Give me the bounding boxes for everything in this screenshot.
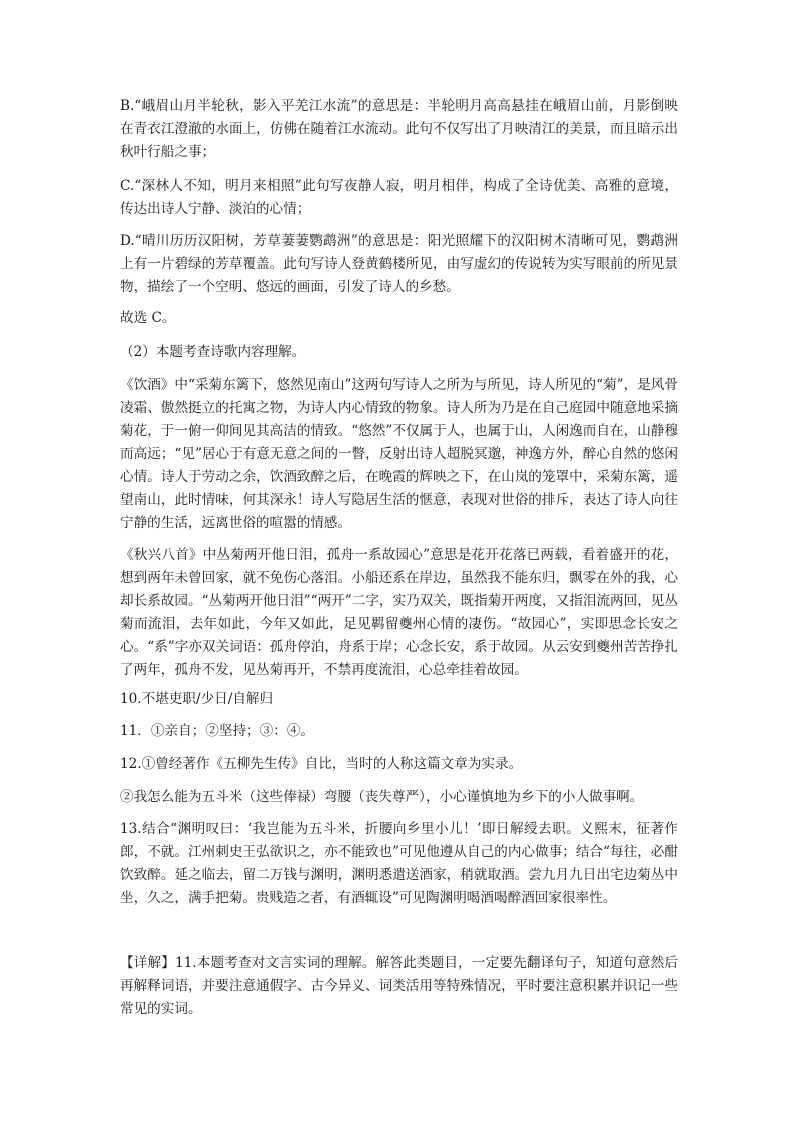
paragraph-explanation-11: 【详解】11.本题考查对文言实词的理解。解答此类题目，一定要先翻译句子，知道句意然后再解释词语，并要注意通假字、古今异义、词类活用等特殊情况，平时要注意积累并识记一些常见的实词。 [120,955,678,1017]
paragraph-answer-c: 故选 C。 [120,310,176,326]
paragraph-q2-intro: （2）本题考查诗歌内容理解。 [120,344,306,360]
paragraph-option-c: C.“深林人不知，明月来相照”此句写夜静人寂，明月相伴，构成了全诗优美、高雅的意境，传达出诗人宁静、淡泊的心情； [120,178,678,217]
paragraph-answer-13: 13.结合“渊明叹曰：‘我岂能为五斗米，折腰向乡里小儿！’即日解绶去职。义熙末，征著作郎，不就。江州刺史王弘欲识之，亦不能致也”可见他遵从自己的内心做事；结合“每往，必酣饮致醉。延之临去，留二万钱与渊明，渊明悉遣送酒家，稍就取酒。尝九月九日出宅边菊丛中坐，久之，满手把菊。贵贱造之者，有酒辄设”可见陶渊明喝酒喝醉酒回家很率性。 [120,821,678,906]
paragraph-answer-10: 10.不堪吏职/少日/自解归 [120,691,274,707]
paragraph-option-d: D.“晴川历历汉阳树，芳草萋萋鹦鹉洲”的意思是：阳光照耀下的汉阳树木清晰可见，鹦鹉洲上有一片碧绿的芳草覆盖。此句写诗人登黄鹤楼所见，由写虚幻的传说转为实写眼前的所见景物，描绘了一个空明、悠远的画面，引发了诗人的乡愁。 [120,233,678,295]
paragraph-answer-12-2: ②我怎么能为五斗米（这些俸禄）弯腰（丧失尊严），小心谨慎地为乡下的小人做事啊。 [120,789,644,805]
paragraph-answer-11: 11．①亲自；②坚持；③：④。 [120,723,315,739]
paragraph-answer-12-1: 12.①曾经著作《五柳先生传》自比，当时的人称这篇文章为实录。 [120,756,523,772]
paragraph-option-b: B.“峨眉山月半轮秋，影入平羌江水流”的意思是：半轮明月高高悬挂在峨眉山前，月影倒映在青衣江澄澈的水面上，仿佛在随着江水流动。此句不仅写出了月映清江的美景，而且暗示出秋叶行船之事； [120,98,678,160]
paragraph-qiuxing-analysis: 《秋兴八首》中丛菊两开他日泪，孤舟一系故园心”意思是花开花落已两载，看着盛开的花，想到两年未曾回家，就不免伤心落泪。小船还系在岸边，虽然我不能东归，飘零在外的我，心却长系故园。“丛菊两开他日泪”“两开”二字，实乃双关，既指菊开两度，又指泪流两回，见丛菊而流泪，去年如此，今年又如此，足见羁留夔州心情的凄伤。“故园心”，实即思念长安之心。“系”字亦双关词语：孤舟停泊，舟系于岸；心念长安，系于故园。从云安到夔州苦苦挣扎了两年，孤舟不发，见丛菊再开，不禁再度流泪，心总牵挂着故园。 [120,547,678,678]
paragraph-yinjiu-analysis: 《饮酒》中“采菊东篱下，悠然见南山”这两句写诗人之所为与所见，诗人所见的“菊”，是风骨凌霜、傲然挺立的托寓之物，为诗人内心情致的物象。诗人所为乃是在自己庭园中随意地采摘菊花，于一俯一仰间见其高洁的情致。“悠然”不仅属于人，也属于山，人闲逸而自在，山静穆而高远；“见”居心于有意无意之间的一瞥，反射出诗人超脱冥邈，神逸方外，醉心自然的悠闲心情。诗人于劳动之余，饮酒致醉之后，在晚霞的辉映之下，在山岚的笼罩中，采菊东篱，遥望南山，此时情味，何其深永！诗人写隐居生活的惬意，表现对世俗的排斥，表达了诗人向往宁静的生活，远离世俗的喧嚣的情感。 [120,377,678,531]
